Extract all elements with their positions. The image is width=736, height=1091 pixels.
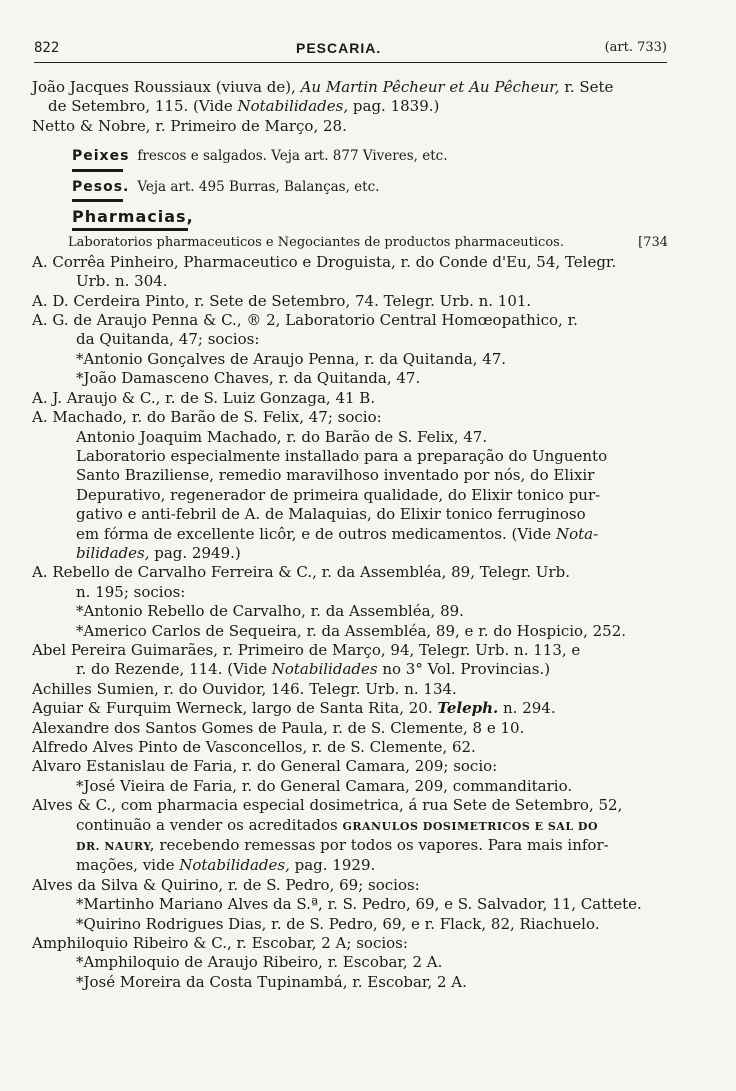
entry-line: mações, vide Notabilidades, pag. 1929. [76,856,376,875]
entry-line: n. 195; socios: [76,582,186,601]
entry-line: em fórma de excellente licôr, e de outros medicamentos. (Vide Nota- [76,524,599,543]
entry-line: bilidades, pag. 2949.) [76,543,241,562]
entry-line: r. do Rezende, 114. (Vide Notabilidades no 3° Vol. Provincias.) [76,660,551,679]
entry-line: Achilles Sumien, r. do Ouvidor, 146. Telegr. Urb. n. 134. [32,679,457,698]
page-header [34,40,667,63]
entry-line: Laboratorio especialmente installado para a preparação do Unguento [76,446,608,465]
entry-line: A. Corrêa Pinheiro, Pharmaceutico e Droguista, r. do Conde d'Eu, 54, Telegr. [32,252,617,271]
entry-line: *Americo Carlos de Sequeira, r. da Assembléa, 89, e r. do Hospicio, 252. [76,621,627,640]
page-number: 822 [34,40,60,56]
entry-line: de Setembro, 115. (Vide Notabilidades, pag. 1839.) [48,97,440,116]
entry-line: *Martinho Mariano Alves da S.ª, r. S. Pedro, 69, e S. Salvador, 11, Cattete. [76,895,642,914]
entry-line: Santo Braziliense, remedio maravilhoso inventado por nós, do Elixir [76,466,595,485]
entry-line: Alfredo Alves Pinto de Vasconcellos, r. de S. Clemente, 62. [32,738,476,756]
entry-line: A. D. Cerdeira Pinto, r. Sete de Setembro, 74. Telegr. Urb. n. 101. [32,291,532,310]
entry-line: Antonio Joaquim Machado, r. do Barão de S. Felix, 47. [76,427,488,446]
section-title: Peixes [72,147,129,166]
entry-line: da Quitanda, 47; socios: [76,330,260,349]
section-note: Veja art. 495 Burras, Balanças, etc. [137,178,380,195]
article-reference: (art. 733) [604,40,667,55]
entry-line: *Antonio Gonçalves de Araujo Penna, r. da Quitanda, 47. [76,349,507,368]
entry-line: Urb. n. 304. [76,272,168,291]
section-subtitle: Laboratorios pharmaceuticos e Negociantes de productos pharmaceuticos. [734 [68,235,668,251]
section-pesos [32,177,692,197]
entry-line: DR. NAURY, recebendo remessas por todos os vapores. Para mais infor- [76,836,609,855]
page-title: PESCARIA. [296,40,382,56]
entry-line: *Quirino Rodrigues Dias, r. de S. Pedro, 69, e r. Flack, 82, Riachuelo. [76,914,600,933]
page-body [32,78,692,992]
entry-line: Netto & Nobre, r. Primeiro de Março, 28. [32,116,347,135]
section-pharmacias [32,207,692,227]
entry-line: Amphiloquio Ribeiro & C., r. Escobar, 2 A; socios: [32,934,408,953]
entry-line: *José Vieira de Faria, r. do General Camara, 209, commanditario. [76,776,573,795]
entry-line: *Antonio Rebello de Carvalho, r. da Assembléa, 89. [76,602,464,621]
entry-line: Depurativo, regenerador de primeira qualidade, do Elixir tonico pur- [76,485,601,504]
entry-line: Alexandre dos Santos Gomes de Paula, r. de S. Clemente, 8 e 10. [32,718,525,737]
entry-line: Alves da Silva & Quirino, r. de S. Pedro, 69; socios: [32,875,420,894]
entry-line: Aguiar & Furquim Werneck, largo de Santa Rita, 20. Teleph. n. 294. [32,699,556,718]
entry-line: *Amphiloquio de Araujo Ribeiro, r. Escobar, 2 A. [76,953,443,972]
entry-line: Alves & C., com pharmacia especial dosimetrica, á rua Sete de Setembro, 52, [32,796,623,815]
entry-line: A. J. Araujo & C., r. de S. Luiz Gonzaga, 41 B. [32,388,376,407]
entry-line: continuão a vender os acreditados GRANULOS DOSIMETRICOS E SAL DO [76,815,599,834]
entry-line: *José Moreira da Costa Tupinambá, r. Escobar, 2 A. [76,972,467,991]
entry-line: gativo e anti-febril de A. de Malaquias, do Elixir tonico ferruginoso [76,505,586,524]
entry-line: Abel Pereira Guimarães, r. Primeiro de Março, 94, Telegr. Urb. n. 113, e [32,640,581,659]
entry-line: A. Machado, r. do Barão de S. Felix, 47; socio: [32,408,382,427]
section-title: Pesos. [72,178,129,197]
section-note: frescos e salgados. Veja art. 877 Viveres, etc. [137,148,448,165]
entry-line: *João Damasceno Chaves, r. da Quitanda, 47. [76,369,421,388]
section-title: Pharmacias, [72,207,194,227]
entry-line: Alvaro Estanislau de Faria, r. do General Camara, 209; socio: [32,757,498,776]
entry-line: A. Rebello de Carvalho Ferreira & C., r. da Assembléa, 89, Telegr. Urb. [32,563,570,582]
entry-line: A. G. de Araujo Penna & C., ® 2, Laboratorio Central Homœopathico, r. [32,311,578,330]
section-peixes [32,146,692,166]
entry-line: João Jacques Roussiaux (viuva de), Au Martin Pêcheur et Au Pêcheur, r. Sete [32,78,614,96]
